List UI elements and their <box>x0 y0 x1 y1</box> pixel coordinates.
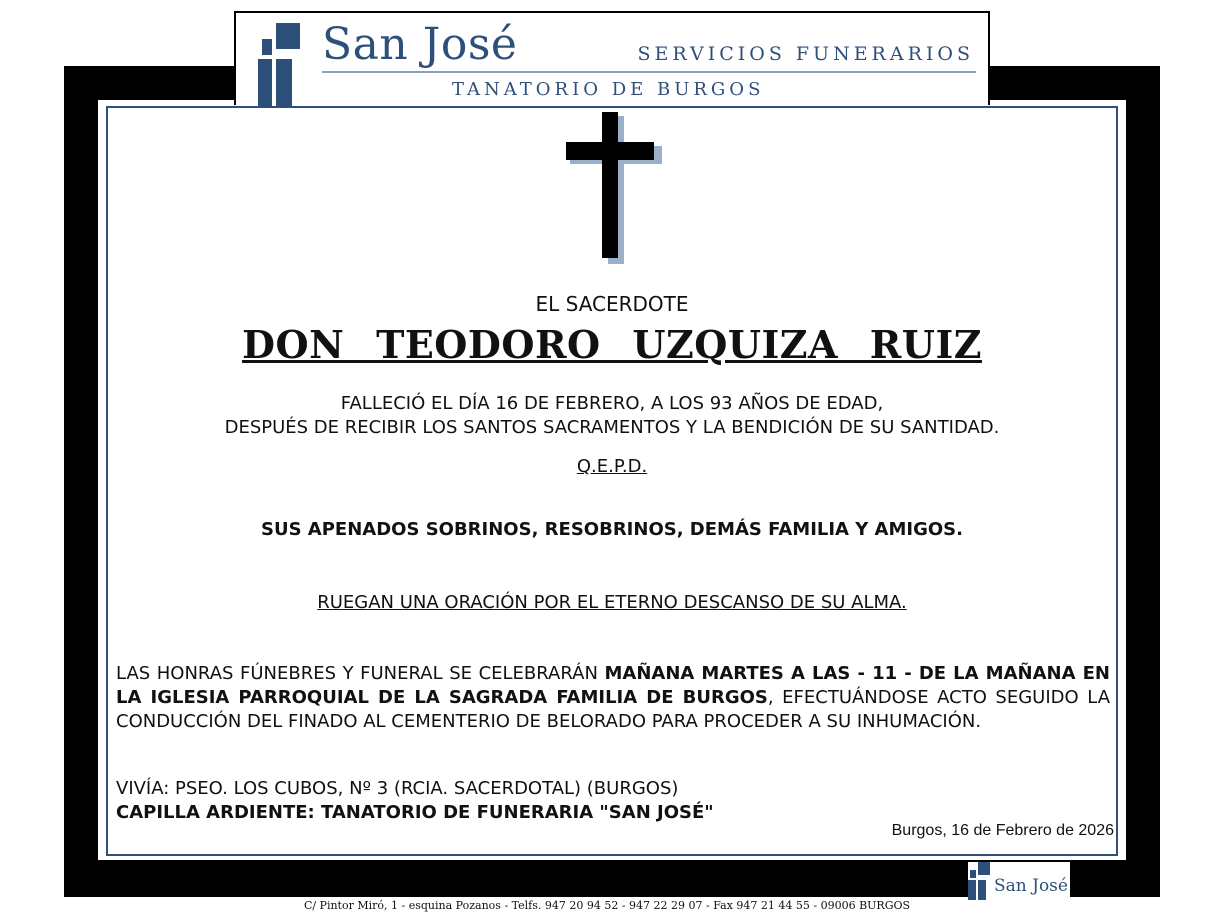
funeral-details <box>116 662 1110 734</box>
cross-icon <box>566 112 662 264</box>
deceased-name: DON TEODORO UZQUIZA RUIZ <box>242 322 982 367</box>
brand-subtitle: SERVICIOS FUNERARIOS <box>637 43 974 65</box>
funeral-intro: LAS HONRAS FÚNEBRES Y FUNERAL SE CELEBRARÁN <box>116 663 605 684</box>
death-details <box>106 392 1118 440</box>
family-line: SUS APENADOS SOBRINOS, RESOBRINOS, DEMÁS FAMILIA Y AMIGOS. <box>261 519 963 540</box>
mini-brand-name: San José <box>994 876 1068 896</box>
brand-header <box>234 11 990 105</box>
notice-title: EL SACERDOTE <box>535 292 689 316</box>
footer-address: C/ Pintor Miró, 1 - esquina Pozanos - Telfs. 947 20 94 52 - 947 22 29 07 - Fax 947 21 44 55 - 09006 BURGOS <box>303 899 911 912</box>
funeral-bold: MAÑANA MARTES A LAS - 11 - DE LA MAÑANA EN LA IGLESIA PARROQUIAL DE LA SAGRADA FAMILIA DE BURGOS <box>116 663 1110 708</box>
mini-brand-logo <box>968 862 1070 900</box>
prayer-line: RUEGAN UNA ORACIÓN POR EL ETERNO DESCANSO DE SU ALMA. <box>317 592 907 613</box>
brand-name: San José <box>322 19 518 70</box>
death-line-2: DESPUÉS DE RECIBIR LOS SANTOS SACRAMENTOS Y LA BENDICIÓN DE SU SANTIDAD. <box>224 417 1000 438</box>
brand-location: TANATORIO DE BURGOS <box>452 79 765 100</box>
death-line-1: FALLECIÓ EL DÍA 16 DE FEBRERO, A LOS 93 AÑOS DE EDAD, <box>340 393 884 414</box>
logo-icon <box>258 23 304 107</box>
brand-divider <box>322 71 976 73</box>
qepd-text: Q.E.P.D. <box>576 456 648 477</box>
funeral-rest: , EFECTUÁNDOSE ACTO SEGUIDO LA CONDUCCIÓN DEL FINADO AL CEMENTERIO DE BELORADO PARA PROCEDER A SU INHUMACIÓN. <box>116 687 1111 732</box>
notice-date: Burgos, 16 de Febrero de 2026 <box>891 822 1114 839</box>
chapel-line: CAPILLA ARDIENTE: TANATORIO DE FUNERARIA "SAN JOSÉ" <box>116 802 714 823</box>
residence-line: VIVÍA: PSEO. LOS CUBOS, Nº 3 (RCIA. SACERDOTAL) (BURGOS) <box>116 778 679 799</box>
